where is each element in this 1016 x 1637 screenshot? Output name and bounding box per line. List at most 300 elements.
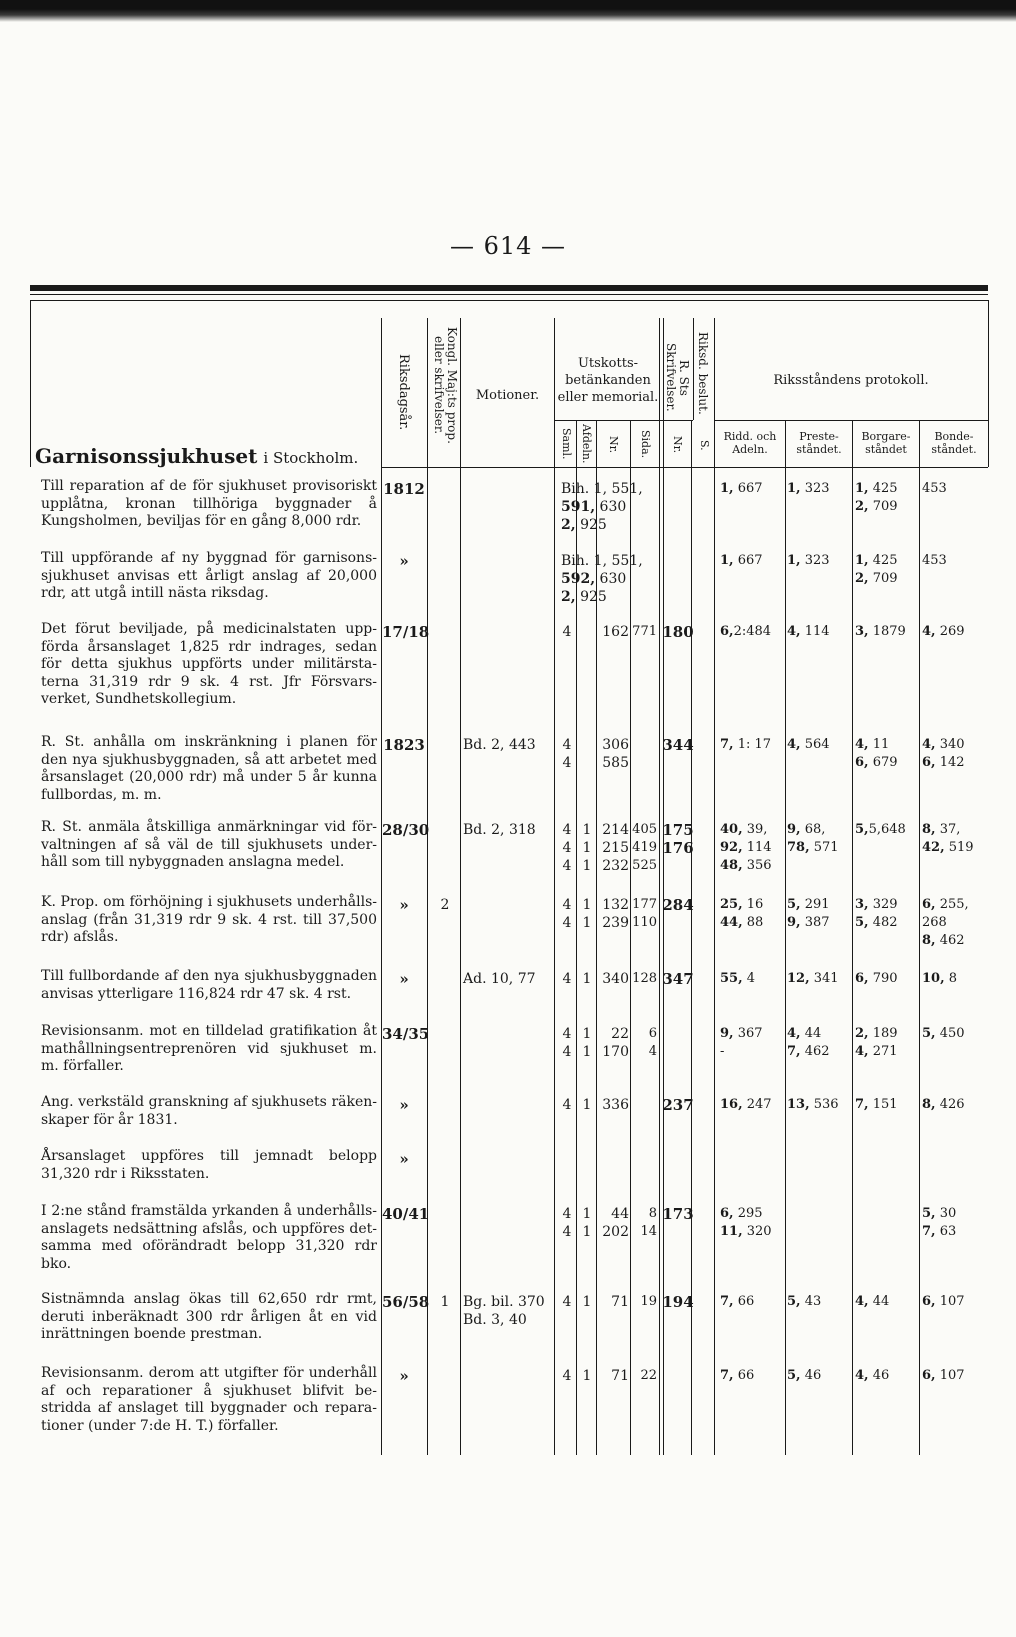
utskott-sida-line: 525 [632, 858, 657, 873]
utskott-nr-line: 336 [602, 1097, 629, 1113]
protokoll-ridd [720, 552, 784, 570]
protokoll-ridd-line: 1, 667 [720, 481, 763, 496]
protokoll-borg-line: 3, 1879 [855, 624, 906, 639]
utskott-afdeln [578, 1205, 596, 1241]
utskott-afdeln [578, 1367, 596, 1385]
utskott-nr-line: 162 [602, 624, 629, 640]
utskott-saml-line: 4 [562, 755, 572, 771]
utskott-sida-line [631, 754, 657, 772]
utskott-sida-line: 128 [632, 971, 657, 986]
utskott-saml-line: 4 [562, 1368, 572, 1384]
riksdag-year [382, 1096, 426, 1114]
utskott-afdeln [578, 970, 596, 988]
protokoll-borg [855, 736, 925, 772]
riksdag-year [382, 821, 430, 839]
protokoll-bonde-line: 8, 426 [922, 1097, 965, 1112]
utskott-afdeln [578, 1096, 596, 1114]
entry-text: Till reparation af de för sjukhuset provisoriskt upplåtna, kronan tillhöriga byggnader å Kungsholmen, beviljas för en gång 8,000 rdr. [41, 478, 377, 529]
protokoll-prest [787, 821, 851, 857]
utskott-saml-line: 4 [562, 1026, 572, 1042]
protokoll-ridd [720, 896, 784, 932]
header-protokoll: Riksståndens protokoll. [773, 373, 929, 388]
utskott-saml [558, 736, 576, 772]
utskott-saml [558, 1205, 576, 1241]
scan-top-band [0, 0, 1016, 22]
protokoll-prest-line: 4, 44 [787, 1026, 822, 1041]
top-rule-thick [30, 285, 988, 291]
utskott-saml-line: 4 [562, 1097, 572, 1113]
protokoll-borg-line: 6, 679 [855, 755, 898, 770]
utskott-sida-line [631, 1096, 657, 1114]
riksdag-year [382, 1150, 426, 1168]
subheader-borg: Borgare-ståndet [861, 430, 911, 456]
bihang-ref-line: Bih. 1, 551, [561, 553, 643, 569]
protokoll-ridd [720, 821, 784, 875]
bihang-ref-line: 592, 630 [561, 571, 627, 587]
utskott-nr-line: 202 [602, 1224, 629, 1240]
protokoll-ridd [720, 970, 784, 988]
header-riksdagsar: Riksdagsår. [396, 354, 411, 431]
protokoll-ridd-line: 7, 1: 17 [720, 737, 772, 752]
subheader-rs-s: S. [698, 439, 711, 451]
protokoll-bonde [922, 821, 986, 857]
riksdag-year [382, 1205, 430, 1223]
utskott-nr-line: 215 [602, 840, 629, 856]
col-rule-ridd [785, 420, 786, 1455]
utskott-afdeln [578, 821, 596, 875]
frame-right-rule [988, 300, 989, 467]
col-rule-mot [460, 318, 461, 1455]
utskott-nr-line: 22 [611, 1026, 629, 1042]
entry-text: Ang. verkstäld granskning af sjukhusets räken-skaper för år 1831. [41, 1094, 377, 1128]
header-motioner: Motioner. [475, 388, 540, 403]
protokoll-bonde-line: 453 [922, 553, 947, 568]
entry-text: Till fullbordande af den nya sjukhusbyggnaden anvisas ytterligare 116,824 rdr 47 sk. 4 rst. [41, 968, 377, 1002]
protokoll-borg-line: 1, 425 [855, 481, 898, 496]
header-riksd-beslut: Riksd. beslut. [696, 331, 710, 415]
protokoll-borg-line: 3, 329 [855, 897, 898, 912]
utskott-saml [558, 896, 576, 932]
subheader-prest: Preste-ståndet. [796, 430, 842, 456]
protokoll-ridd [720, 1205, 784, 1241]
header-rsts-skrifvelser: R. Sts Skrifvelser. [664, 343, 691, 412]
col-rule-riksd [693, 318, 694, 420]
protokoll-prest [787, 1096, 851, 1114]
utskott-nr [598, 1096, 629, 1114]
protokoll-prest-line: 9, 387 [787, 915, 830, 930]
protokoll-prest-line: 4, 114 [787, 624, 830, 639]
riksdag-year-line: » [399, 970, 409, 988]
protokoll-bonde-line: 6, 255, [922, 897, 969, 912]
protokoll-borg [855, 1096, 925, 1114]
protokoll-bonde-line: 6, 107 [922, 1368, 965, 1383]
bihang-ref-line: Bih. 1, 551, [561, 481, 643, 497]
motion-ref [463, 821, 553, 839]
protokoll-borg-line: 5, 482 [855, 915, 898, 930]
protokoll-bonde-line: 8, 37, [922, 822, 961, 837]
rsts-skrifvelse-nr-line: 176 [662, 839, 694, 857]
utskott-sida-line: 6 [648, 1026, 657, 1041]
top-rule-thin [30, 294, 988, 295]
utskott-afdeln-line: 1 [582, 840, 592, 856]
motion-ref-line: Ad. 10, 77 [463, 971, 536, 987]
protokoll-bonde [922, 896, 986, 950]
protokoll-borg [855, 821, 925, 839]
protokoll-borg-line: 4, 11 [855, 737, 890, 752]
protokoll-bonde [922, 970, 986, 988]
riksdag-year-line: 28/30 [382, 821, 430, 839]
protokoll-bonde-line: 7, 63 [922, 1224, 957, 1239]
rsts-skrifvelse-nr [662, 1205, 694, 1223]
protokoll-borg-line: 6, 790 [855, 971, 898, 986]
utskott-nr [598, 821, 629, 875]
bihang-ref-line: 591, 630 [561, 499, 627, 515]
subheader-bonde: Bonde-ståndet. [931, 430, 977, 456]
motion-ref-line: Bd. 3, 40 [463, 1312, 527, 1328]
col-rule-sida-double [663, 318, 664, 1455]
utskott-saml [558, 1293, 576, 1311]
protokoll-borg-line: 2, 189 [855, 1026, 898, 1041]
riksdag-year-line: 34/35 [382, 1025, 430, 1043]
utskott-sida-line: 771 [632, 624, 657, 639]
protokoll-ridd [720, 1096, 784, 1114]
utskott-sida-line: 19 [640, 1294, 657, 1309]
protokoll-bonde [922, 1205, 986, 1241]
protokoll-ridd [720, 480, 784, 498]
utskott-saml-line: 4 [562, 1044, 572, 1060]
entry-text: Årsanslaget uppföres till jemnadt belopp 31,320 rdr i Riksstaten. [41, 1148, 377, 1182]
motion-ref [463, 970, 553, 988]
protokoll-bonde-line: 4, 340 [922, 737, 965, 752]
protokoll-borg [855, 1025, 925, 1061]
kongl-prop-line: 2 [440, 897, 450, 913]
utskott-sida [631, 1367, 657, 1385]
entry-text: R. St. anmäla åtskilliga anmärkningar vid för-valtningen af så väl de till sjukhusets under-håll som till nybyggnaden anslagna medel. [41, 819, 377, 870]
protokoll-ridd-line: 40, 39, [720, 822, 768, 837]
utskott-nr-line: 170 [602, 1044, 629, 1060]
protokoll-prest [787, 1293, 851, 1311]
utskott-sida [631, 1293, 657, 1311]
protokoll-bonde-line: 6, 142 [922, 755, 965, 770]
utskott-sida-line: 110 [632, 915, 657, 930]
rsts-skrifvelse-nr [662, 1096, 694, 1114]
utskott-nr-line: 239 [602, 915, 629, 931]
utskott-saml-line: 4 [562, 840, 572, 856]
riksdag-year-line: 1823 [383, 736, 425, 754]
protokoll-bonde-line: 8, 462 [922, 933, 965, 948]
bihang-ref [561, 552, 661, 606]
bihang-ref-line: 2, 925 [561, 589, 607, 605]
section-title [35, 444, 358, 468]
utskott-nr [598, 623, 629, 641]
protokoll-bonde-line: 42, 519 [922, 840, 974, 855]
protokoll-ridd-line: 6,2:484 [720, 624, 772, 639]
utskott-nr [598, 736, 629, 772]
protokoll-bonde-line: 5, 30 [922, 1206, 957, 1221]
protokoll-borg [855, 552, 925, 588]
utskott-saml [558, 1025, 576, 1061]
utskott-saml [558, 1367, 576, 1385]
protokoll-borg [855, 480, 925, 516]
protokoll-borg [855, 970, 925, 988]
protokoll-ridd-line: - [720, 1044, 725, 1059]
protokoll-ridd [720, 623, 784, 641]
utskott-nr-line: 340 [602, 971, 629, 987]
subheader-rule-protokoll [714, 420, 988, 421]
protokoll-ridd-line: 48, 356 [720, 858, 772, 873]
utskott-sida-line: 405 [632, 822, 657, 837]
rsts-skrifvelse-nr [662, 896, 694, 914]
utskott-afdeln-line [578, 623, 596, 641]
utskott-afdeln-line: 1 [582, 1044, 592, 1060]
protokoll-prest [787, 736, 851, 754]
riksdag-year-line: 40/41 [382, 1205, 430, 1223]
protokoll-ridd-line: 1, 667 [720, 553, 763, 568]
utskott-afdeln [578, 736, 596, 772]
protokoll-ridd [720, 736, 784, 754]
utskott-afdeln-line: 1 [582, 1294, 592, 1310]
riksdag-year-line: » [399, 1096, 409, 1114]
protokoll-borg [855, 896, 925, 932]
utskott-afdeln-line: 1 [582, 897, 592, 913]
protokoll-prest-line: 5, 291 [787, 897, 830, 912]
utskott-afdeln [578, 1025, 596, 1061]
frame-left-rule [30, 300, 31, 467]
protokoll-bonde [922, 1096, 986, 1114]
col-rule-riksd-end [714, 318, 715, 1455]
protokoll-ridd-line: 55, 4 [720, 971, 756, 986]
bihang-ref [561, 480, 661, 534]
protokoll-ridd-line: 6, 295 [720, 1206, 763, 1221]
utskott-sida-line [631, 736, 657, 754]
utskott-nr-line: 585 [602, 755, 629, 771]
protokoll-bonde-line: 4, 269 [922, 624, 965, 639]
rsts-skrifvelse-nr-line: 284 [662, 896, 694, 914]
riksdag-year-line: 17/18 [382, 623, 430, 641]
motion-ref-line: Bg. bil. 370 [463, 1294, 545, 1310]
protokoll-prest [787, 970, 851, 988]
protokoll-prest-line: 12, 341 [787, 971, 839, 986]
motion-ref [463, 1293, 553, 1329]
utskott-afdeln-line: 1 [582, 971, 592, 987]
col-rule-utskott [554, 318, 555, 1455]
utskott-nr-line: 44 [611, 1206, 629, 1222]
protokoll-prest [787, 896, 851, 932]
protokoll-borg [855, 623, 925, 641]
utskott-sida [631, 736, 657, 772]
frame-top-rule [30, 300, 988, 301]
utskott-saml-line: 4 [562, 1206, 572, 1222]
riksdag-year [382, 1025, 430, 1043]
utskott-nr-line: 71 [611, 1368, 629, 1384]
riksdag-year [382, 1367, 426, 1385]
riksdag-year [382, 896, 426, 914]
protokoll-borg-line: 5,5,648 [855, 822, 906, 837]
entry-text: Revisionsanm. derom att utgifter för underhåll af och reparationer å sjukhuset blifvit be-stridda af anslaget till byggnader och repara-tioner (under 7:de H. T.) förfaller. [41, 1365, 377, 1434]
protokoll-prest [787, 623, 851, 641]
utskott-nr [598, 896, 629, 932]
protokoll-prest-line: 1, 323 [787, 481, 830, 496]
protokoll-prest-line: 4, 564 [787, 737, 830, 752]
protokoll-prest-line: 78, 571 [787, 840, 839, 855]
entry-text: Sistnämnda anslag ökas till 62,650 rdr rmt, deruti inberäknadt 300 rdr årligen åt en vid inrättningen boende prestman. [41, 1291, 377, 1342]
utskott-sida [631, 970, 657, 988]
rsts-skrifvelse-nr [662, 821, 694, 857]
subheader-sida: Sida. [639, 429, 652, 459]
protokoll-prest [787, 552, 851, 570]
utskott-sida [631, 896, 657, 932]
utskott-saml [558, 970, 576, 988]
rsts-skrifvelse-nr-line: 344 [662, 736, 694, 754]
section-title-place: i Stockholm. [263, 449, 359, 467]
rsts-skrifvelse-nr-line: 173 [662, 1205, 694, 1223]
protokoll-prest-line: 9, 68, [787, 822, 826, 837]
protokoll-prest-line: 5, 46 [787, 1368, 822, 1383]
protokoll-ridd-line: 16, 247 [720, 1097, 772, 1112]
protokoll-borg-line: 2, 709 [855, 499, 898, 514]
protokoll-borg-line: 4, 271 [855, 1044, 898, 1059]
section-title-name: Garnisonssjukhuset [35, 444, 258, 468]
utskott-nr [598, 970, 629, 988]
kongl-prop [430, 1293, 460, 1311]
riksdag-year [382, 623, 430, 641]
riksdag-year [382, 736, 426, 754]
utskott-saml-line: 4 [562, 971, 572, 987]
utskott-afdeln-line: 1 [582, 858, 592, 874]
riksdag-year [382, 480, 426, 498]
header-utskott: Utskotts-betänkanden eller memorial. [557, 356, 659, 405]
rsts-skrifvelse-nr [662, 1293, 694, 1311]
utskott-nr-line: 306 [602, 737, 629, 753]
protokoll-bonde [922, 1367, 986, 1385]
protokoll-borg [855, 1367, 925, 1385]
utskott-nr-line: 214 [602, 822, 629, 838]
utskott-sida-line: 8 [648, 1206, 657, 1221]
protokoll-borg-line: 4, 46 [855, 1368, 890, 1383]
kongl-prop-line: 1 [440, 1294, 450, 1310]
motion-ref-line: Bd. 2, 318 [463, 822, 536, 838]
utskott-sida [631, 1096, 657, 1114]
entry-text: R. St. anhålla om inskränkning i planen för den nya sjukhusbyggnaden, så att arbetet med årsanslaget (20,000 rdr) må under 5 år kunna fullbordas, m. m. [41, 734, 377, 803]
protokoll-prest-line: 5, 43 [787, 1294, 822, 1309]
utskott-saml-line: 4 [562, 737, 572, 753]
utskott-afdeln [578, 896, 596, 932]
protokoll-prest [787, 480, 851, 498]
rsts-skrifvelse-nr-line: 180 [662, 623, 694, 641]
protokoll-bonde [922, 1293, 986, 1311]
riksdag-year-line: » [399, 896, 409, 914]
rsts-skrifvelse-nr-line: 237 [662, 1096, 694, 1114]
protokoll-bonde [922, 552, 986, 570]
protokoll-ridd-line: 7, 66 [720, 1294, 755, 1309]
protokoll-ridd-line: 7, 66 [720, 1368, 755, 1383]
utskott-nr [598, 1025, 629, 1061]
page-number: — 614 — [449, 232, 567, 260]
utskott-nr-line: 71 [611, 1294, 629, 1310]
utskott-sida [631, 1205, 657, 1241]
utskott-saml-line: 4 [562, 1224, 572, 1240]
protokoll-borg-line: 4, 44 [855, 1294, 890, 1309]
utskott-afdeln-line [578, 736, 596, 754]
protokoll-ridd-line: 25, 16 [720, 897, 764, 912]
utskott-saml [558, 623, 576, 641]
protokoll-prest-line: 1, 323 [787, 553, 830, 568]
subheader-nr: Nr. [607, 436, 620, 454]
utskott-afdeln-line: 1 [582, 1097, 592, 1113]
subheader-rs-nr: Nr. [671, 436, 684, 454]
subheader-ridd: Ridd. och Adeln. [723, 430, 777, 456]
riksdag-year-line: 56/58 [382, 1293, 430, 1311]
utskott-afdeln [578, 623, 596, 641]
utskott-sida-line: 22 [640, 1368, 657, 1383]
subheader-rule-rs [663, 420, 693, 421]
protokoll-ridd [720, 1367, 784, 1385]
utskott-sida-line: 177 [632, 897, 657, 912]
utskott-afdeln [578, 1293, 596, 1311]
utskott-sida-line: 419 [632, 840, 657, 855]
rsts-skrifvelse-nr [662, 736, 694, 754]
protokoll-borg [855, 1293, 925, 1311]
protokoll-ridd [720, 1293, 784, 1311]
rsts-skrifvelse-nr-line: 347 [662, 970, 694, 988]
riksdag-year-line: » [399, 1150, 409, 1168]
protokoll-bonde [922, 623, 986, 641]
riksdag-year [382, 1293, 430, 1311]
riksdag-year [382, 552, 426, 570]
protokoll-prest-line: 7, 462 [787, 1044, 830, 1059]
riksdag-year [382, 970, 426, 988]
utskott-sida [631, 1025, 657, 1061]
utskott-nr-line: 132 [602, 897, 629, 913]
protokoll-bonde [922, 736, 986, 772]
utskott-afdeln-line: 1 [582, 1224, 592, 1240]
protokoll-bonde-line: 6, 107 [922, 1294, 965, 1309]
utskott-saml-line: 4 [562, 624, 572, 640]
utskott-afdeln-line: 1 [582, 1206, 592, 1222]
riksdag-year-line: » [399, 1367, 409, 1385]
bihang-ref-line: 2, 925 [561, 517, 607, 533]
protokoll-ridd-line: 11, 320 [720, 1224, 772, 1239]
protokoll-ridd-line: 92, 114 [720, 840, 772, 855]
utskott-afdeln-line: 1 [582, 915, 592, 931]
riksdag-year-line: » [399, 552, 409, 570]
utskott-afdeln-line: 1 [582, 1368, 592, 1384]
protokoll-bonde-line: 5, 450 [922, 1026, 965, 1041]
utskott-nr [598, 1367, 629, 1385]
utskott-sida [631, 623, 657, 641]
rsts-skrifvelse-nr-line: 175 [662, 821, 694, 839]
protokoll-bonde-line: 453 [922, 481, 947, 496]
utskott-saml [558, 1096, 576, 1114]
protokoll-bonde-line: 268 [922, 915, 947, 930]
protokoll-prest [787, 1025, 851, 1061]
protokoll-prest [787, 1367, 851, 1385]
utskott-nr [598, 1293, 629, 1311]
entry-text: Revisionsanm. mot en tilldelad gratifikation åt mathållningsentreprenören vid sjukhuset m. m. förfaller. [41, 1023, 377, 1074]
subheader-afdeln: Afdeln. [580, 424, 593, 464]
protokoll-ridd-line: 9, 367 [720, 1026, 763, 1041]
entry-text: Det förut beviljade, på medicinalstaten upp-förda årsanslaget 1,825 rdr indrages, sedan för detta sjukhus uppförts under militärsta-terna 31,319 rdr 9 sk. 4 rst. Jfr Försvars-verket, Sundhetskollegium. [41, 621, 377, 707]
header-bottom-rule [381, 467, 988, 468]
protokoll-borg-line: 7, 151 [855, 1097, 898, 1112]
col-rule-prest [852, 420, 853, 1455]
utskott-saml-line: 4 [562, 822, 572, 838]
protokoll-borg-line: 2, 709 [855, 571, 898, 586]
protokoll-ridd-line: 44, 88 [720, 915, 764, 930]
utskott-saml [558, 821, 576, 875]
entry-text: I 2:ne stånd framstälda yrkanden å underhålls-anslagets nedsättning afslås, och uppföres det-samma med oförändradt belopp 31,320 rdr bko. [41, 1203, 377, 1272]
utskott-sida-line: 4 [648, 1044, 657, 1059]
